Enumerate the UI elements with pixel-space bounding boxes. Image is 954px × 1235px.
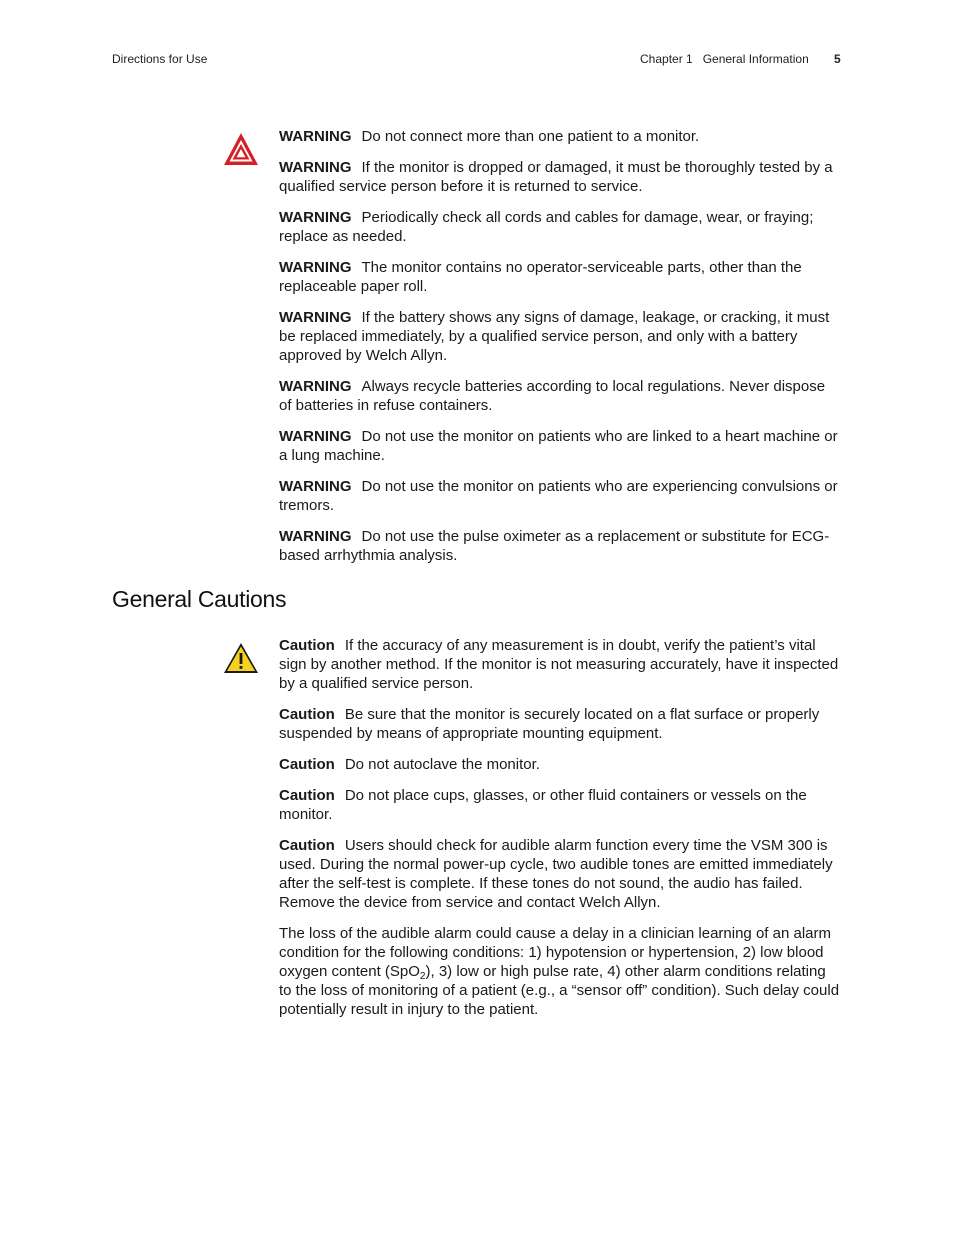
closing-text-part2: ), 3) low or high pulse rate, 4) other alarm conditions relating to the loss of monitoring of a patient (e.g., a “sensor off” condition). Such delay could potentially result in injury to the patient. bbox=[279, 963, 840, 1018]
caution-label: Caution bbox=[279, 637, 335, 654]
warning-label: WARNING bbox=[279, 528, 352, 545]
closing-text-part1: The loss of the audible alarm could cause a delay in a clinician learning of an alarm condition for the following conditions: 1) hypotension or hypertension, 2) low blood oxygen content (SpO bbox=[279, 925, 831, 980]
caution-label: Caution bbox=[279, 756, 335, 773]
warning-text: Do not use the monitor on patients who are experiencing convulsions or tremors. bbox=[279, 478, 838, 514]
warning-text: Periodically check all cords and cables for damage, wear, or fraying; replace as needed. bbox=[279, 209, 814, 245]
warning-text: The monitor contains no operator-serviceable parts, other than the replaceable paper roll. bbox=[279, 259, 802, 295]
caution-text: Users should check for audible alarm function every time the VSM 300 is used. During the normal power-up cycle, two audible tones are emitted immediately after the self-test is complete. If these tones do not sound, the audio has failed. Remove the device from service and contact Welch Allyn. bbox=[279, 837, 833, 911]
warning-item bbox=[279, 477, 841, 515]
closing-paragraph bbox=[279, 924, 841, 1019]
warning-label: WARNING bbox=[279, 209, 352, 226]
page-number: 5 bbox=[834, 52, 841, 66]
warning-text: Do not use the pulse oximeter as a replacement or substitute for ECG-based arrhythmia analysis. bbox=[279, 528, 830, 564]
caution-item bbox=[279, 836, 841, 912]
cautions-list bbox=[279, 636, 841, 1031]
warning-label: WARNING bbox=[279, 309, 352, 326]
caution-text: Do not autoclave the monitor. bbox=[344, 756, 540, 773]
warning-text: Do not use the monitor on patients who are linked to a heart machine or a lung machine. bbox=[279, 428, 838, 464]
caution-text: Be sure that the monitor is securely located on a flat surface or properly suspended by means of appropriate mounting equipment. bbox=[279, 706, 820, 742]
caution-item bbox=[279, 786, 841, 824]
caution-label: Caution bbox=[279, 706, 335, 723]
chapter-heading: Chapter 1 General Information bbox=[640, 52, 809, 66]
caution-text: Do not place cups, glasses, or other fluid containers or vessels on the monitor. bbox=[279, 787, 807, 823]
warning-item bbox=[279, 377, 841, 415]
warning-text: If the monitor is dropped or damaged, it must be thoroughly tested by a qualified service person before it is returned to service. bbox=[279, 159, 833, 195]
warning-text: Always recycle batteries according to local regulations. Never dispose of batteries in refuse containers. bbox=[279, 378, 826, 414]
section-heading: General Cautions bbox=[112, 586, 287, 612]
caution-label: Caution bbox=[279, 787, 335, 804]
caution-item bbox=[279, 755, 841, 774]
warning-triangle-icon bbox=[223, 132, 259, 166]
warning-item bbox=[279, 127, 841, 146]
caution-triangle-icon bbox=[223, 642, 259, 674]
warning-label: WARNING bbox=[279, 428, 352, 445]
warnings-list bbox=[279, 127, 841, 577]
warning-item bbox=[279, 308, 841, 365]
warning-text: If the battery shows any signs of damage, leakage, or cracking, it must be replaced immediately, by a qualified service person, and only with a battery approved by Welch Allyn. bbox=[279, 309, 830, 364]
caution-label: Caution bbox=[279, 837, 335, 854]
caution-item bbox=[279, 636, 841, 693]
page-header bbox=[0, 52, 954, 70]
warning-item bbox=[279, 527, 841, 565]
warning-label: WARNING bbox=[279, 159, 352, 176]
warning-label: WARNING bbox=[279, 378, 352, 395]
subscript-two: 2 bbox=[419, 971, 426, 982]
caution-item bbox=[279, 705, 841, 743]
warning-item bbox=[279, 258, 841, 296]
warning-label: WARNING bbox=[279, 478, 352, 495]
warning-text: Do not connect more than one patient to a monitor. bbox=[361, 128, 700, 145]
warning-label: WARNING bbox=[279, 128, 352, 145]
warning-item bbox=[279, 427, 841, 465]
warning-item bbox=[279, 208, 841, 246]
document-title: Directions for Use bbox=[112, 52, 208, 66]
warning-item bbox=[279, 158, 841, 196]
warning-label: WARNING bbox=[279, 259, 352, 276]
caution-text: If the accuracy of any measurement is in doubt, verify the patient’s vital sign by another method. If the monitor is not measuring accurately, have it inspected by a qualified service person. bbox=[279, 637, 839, 692]
